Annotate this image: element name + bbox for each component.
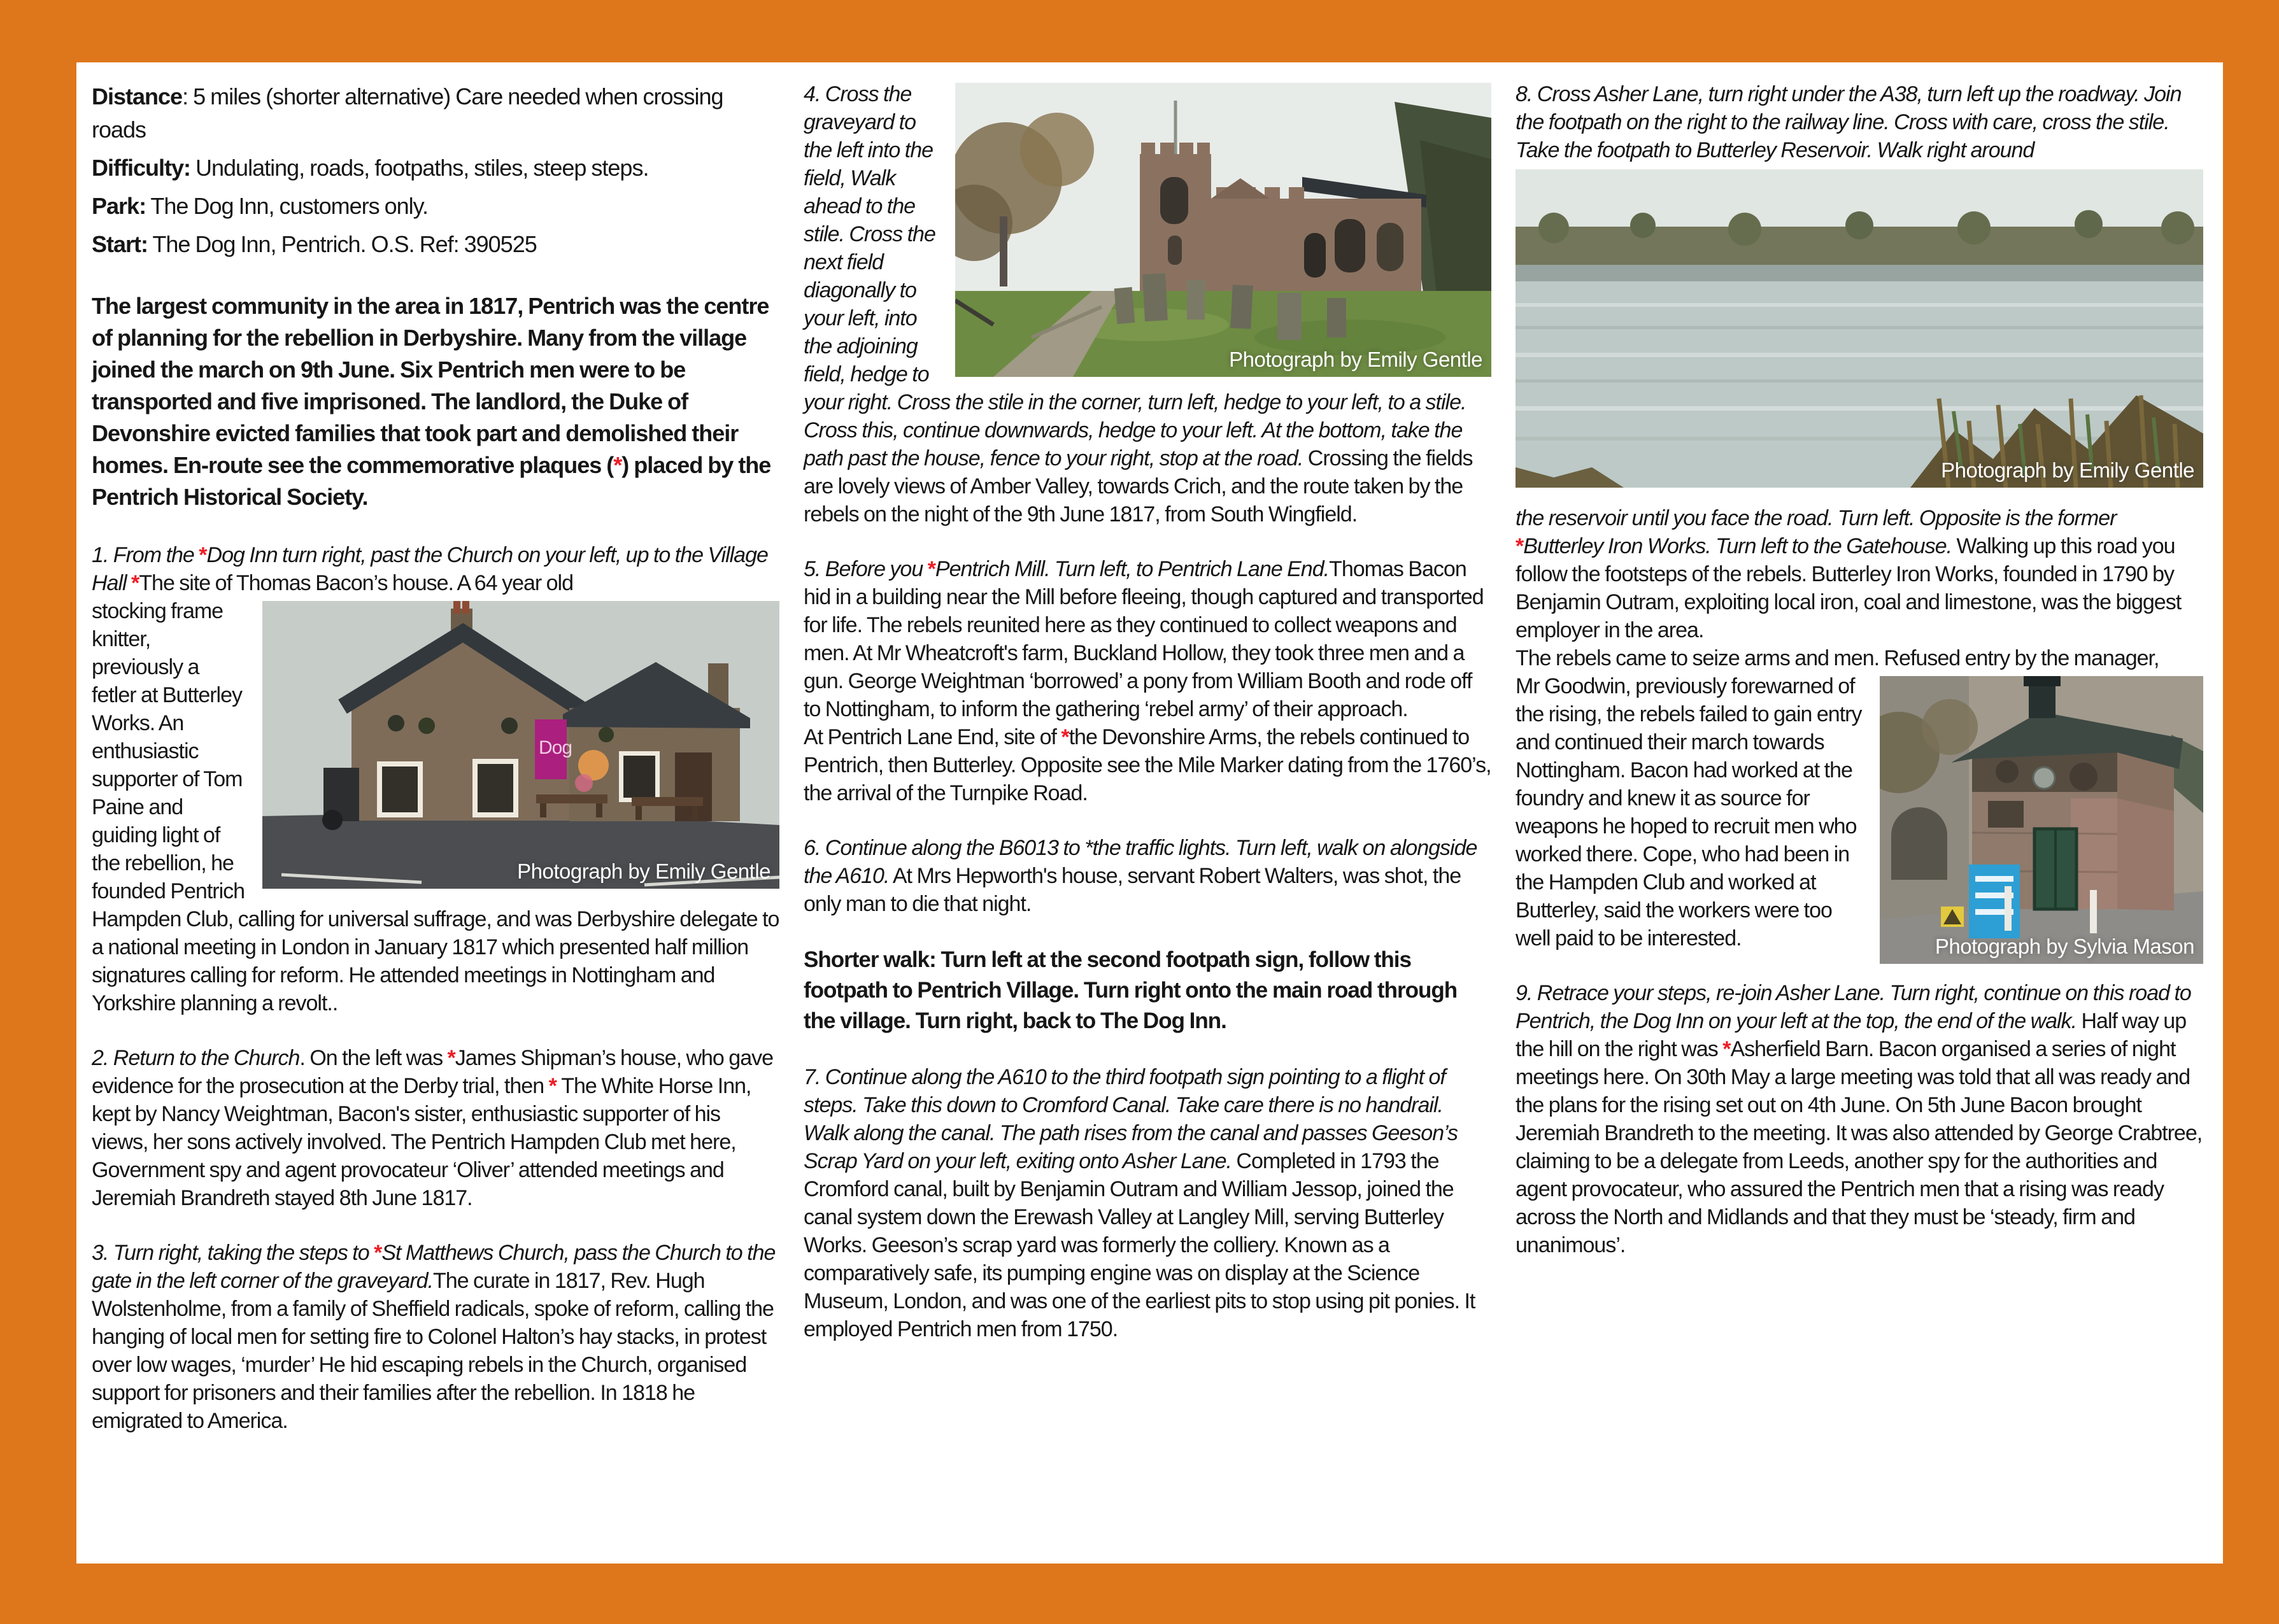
step-8-body: the reservoir until you face the road. Turn left. Opposite is the former *Butterley Iron Works. Turn left to the Gatehouse. Walking up this road you follow the footsteps of the rebels. Butterley Iron Works, founded in 1790 by Benjamin Outram, exploiting local iron, coal and limestone, was the biggest employer in the area. The rebels came to seize arms and men. Refused entry by the manager,	[1516, 506, 2182, 670]
info-label: Park:	[92, 193, 146, 219]
step-2-text: 2. Return to the Church. On the left was *James Shipman’s house, who gave evidence for the prosecution at the Derby trial, then * The White Horse Inn, kept by Nancy Weightman, Bacon's sister, enthusiastic supporter of his views, her sons actively involved. The Pentrich Hampden Club met here, Government spy and agent provocateur ‘Oliver’ attended meetings and Jeremiah Brandreth stayed 8th June 1817.	[92, 1046, 774, 1210]
step-2-paragraph	[92, 1044, 779, 1212]
svg-text:Dog: Dog	[539, 737, 572, 758]
gatehouse-paragraph	[1516, 672, 2203, 958]
step-7-text: 7. Continue along the A610 to the third footpath sign pointing to a flight of steps. Take this down to Cromford Canal. Take care there is no handrail. Walk along the canal. The path rises from the canal and passes Geeson’s Scrap Yard on your left, exiting onto Asher Lane. Completed in 1793 the Cromford canal, built by Benjamin Outram and William Jessop, joined the canal system down the Erewash Valley at Langley Mill, serving Butterley Works. Geeson’s scrap yard was formerly the colliery. Known as a comparatively safe, its pumping engine was on display at the Science Museum, London, and was one of the earliest pits to stop using pit ponies. It employed Pentrich men from 1750.	[804, 1065, 1475, 1341]
info-line-park	[92, 190, 779, 223]
gatehouse-illustration	[1880, 676, 2203, 964]
shorter-walk-text: Shorter walk: Turn left at the second footpath sign, follow this footpath to Pentrich Village. Turn right onto the main road through the village. Turn right, back to The Dog Inn.	[804, 947, 1458, 1033]
leaflet-page	[76, 62, 2223, 1564]
intro-paragraph	[92, 290, 779, 513]
step-6-text: 6. Continue along the B6013 to *the traffic lights. Turn left, walk on alongside the A610. At Mrs Hepworth's house, servant Robert Walters, was shot, the only man to die that night.	[804, 836, 1477, 916]
info-label: Difficulty:	[92, 155, 190, 181]
gatehouse-photo	[1880, 676, 2203, 964]
column-1	[92, 80, 779, 1544]
walk-info-block	[92, 80, 779, 261]
intro-text: The largest community in the area in 1817, Pentrich was the centre of planning for the rebellion in Derbyshire. Many from the village joined the march on 9th June. Six Pentrich men were to be transported and five imprisoned. The landlord, the Duke of Devonshire evicted families that took part and demolished their homes. En-route see the commemorative plaques (*) placed by the Pentrich Historical Society.	[92, 293, 771, 510]
dog-inn-illustration	[262, 601, 779, 889]
info-value: The Dog Inn, customers only.	[146, 193, 428, 219]
column-2	[804, 80, 1491, 1544]
info-label: Distance	[92, 83, 183, 109]
step-1-paragraph	[92, 541, 779, 597]
gatehouse-text: Mr Goodwin, previously forewarned of the rising, the rebels failed to gain entry and continued their march towards Nottingham. Bacon had worked at the foundry and knew it as source for weapons he hoped to recruit men who worked there. Cope, who had been in the Hampden Club and worked at Butterley, said the workers were too well paid to be interested.	[1516, 674, 1862, 950]
info-line-distance	[92, 80, 779, 146]
column-3	[1516, 80, 2203, 1544]
reservoir-illustration	[1516, 169, 2203, 488]
info-value: : 5 miles (shorter alternative) Care needed when crossing roads	[92, 83, 723, 143]
church-photo	[955, 83, 1491, 377]
step-5-paragraph	[804, 555, 1491, 807]
step-8-paragraph	[1516, 80, 2203, 164]
photo-credit: Photograph by Emily Gentle	[1941, 458, 2194, 482]
info-value: The Dog Inn, Pentrich. O.S. Ref: 390525	[148, 231, 537, 257]
step-4-paragraph	[804, 80, 1491, 528]
info-value: Undulating, roads, footpaths, stiles, steep steps.	[190, 155, 649, 181]
step-3-paragraph	[92, 1239, 779, 1435]
reservoir-photo	[1516, 169, 2203, 488]
step-1-continued	[92, 597, 779, 1017]
photo-credit: Photograph by Sylvia Mason	[1935, 935, 2194, 958]
step-1-body: stocking frame knitter, previously a fetler at Butterley Works. An enthusiastic supporter of Tom Paine and guiding light of the rebellion, he founded Pentrich Hampden Club, calling for universal suffrage, and was Derbyshire delegate to a national meeting in London in January 1817 which presented half million signatures calling for reform. He attended meetings in Nottingham and Yorkshire planning a revolt..	[92, 599, 779, 1015]
step-8-continued	[1516, 504, 2203, 672]
dog-inn-photo	[262, 601, 779, 889]
info-label: Start:	[92, 231, 148, 257]
shorter-walk-paragraph	[804, 945, 1491, 1036]
step-1-lead: 1. From the *Dog Inn turn right, past the Church on your left, up to the Village Hall *The site of Thomas Bacon’s house. A 64 year old	[92, 543, 768, 595]
church-illustration	[955, 83, 1491, 377]
step-9-text: 9. Retrace your steps, re-join Asher Lane. Turn right, continue on this road to Pentrich, the Dog Inn on your left at the top, the end of the walk. Half way up the hill on the right was *Asherfield Barn. Bacon organised a series of night meetings here. On 30th May a large meeting was told that all was ready and the plans for the rising set out on 4th June. On 5th June Bacon brought Jeremiah Brandreth to the meeting. It was also attended by George Crabtree, claiming to be a delegate from Leeds, another spy for the authorities and agent provocateur, who assured the Pentrich men that a rising was ready across the North and Midlands and that they must be ‘steady, firm and unanimous’.	[1516, 981, 2203, 1257]
step-5-text: 5. Before you *Pentrich Mill. Turn left, to Pentrich Lane End.Thomas Bacon hid in a building near the Mill before fleeing, though captured and transported for life. The rebels reunited here as they continued to collect weapons and men. At Mr Wheatcroft's farm, Buckland Hollow, they took three men and a gun. George Weightman ‘borrowed’ a pony from William Booth and rode off to Nottingham, to inform the gathering ‘rebel army’ of their approach. At Pentrich Lane End, site of *the Devonshire Arms, the rebels continued to Pentrich, then Butterley. Opposite see the Mile Marker dating from the 1760’s, the arrival of the Turnpike Road.	[804, 557, 1491, 805]
step-9-paragraph	[1516, 979, 2203, 1259]
step-4-text: 4. Cross the graveyard to the left into the field, Walk ahead to the stile. Cross the next field diagonally to your left, into the adjoining field, hedge to your right. Cross the stile in the corner, turn left, hedge to your left, to a stile. Cross this, continue downwards, hedge to your left. At the bottom, take the path past the house, fence to your right, stop at the road. Crossing the fields are lovely views of Amber Valley, towards Crich, and the route taken by the rebels on the night of the 9th June 1817, from South Wingfield.	[804, 82, 1473, 526]
step-8-lead: 8. Cross Asher Lane, turn right under the A38, turn left up the roadway. Join the footpath on the right to the railway line. Cross with care, cross the stile. Take the footpath to Butterley Reservoir. Walk right around	[1516, 82, 2182, 162]
step-6-paragraph	[804, 834, 1491, 918]
step-3-text: 3. Turn right, taking the steps to *St Matthews Church, pass the Church to the gate in the left corner of the graveyard.The curate in 1817, Rev. Hugh Wolstenholme, from a family of Sheffield radicals, spoke of reform, calling the hanging of local men for setting fire to Colonel Halton’s hay stacks, in protest over low wages, ‘murder’ He hid escaping rebels in the Church, organised support for prisoners and their families after the rebellion. In 1818 he emigrated to America.	[92, 1241, 776, 1433]
step-7-paragraph	[804, 1063, 1491, 1343]
info-line-start	[92, 228, 779, 261]
photo-credit: Photograph by Emily Gentle	[1229, 348, 1482, 371]
photo-credit: Photograph by Emily Gentle	[517, 859, 770, 883]
info-line-difficulty	[92, 152, 779, 185]
